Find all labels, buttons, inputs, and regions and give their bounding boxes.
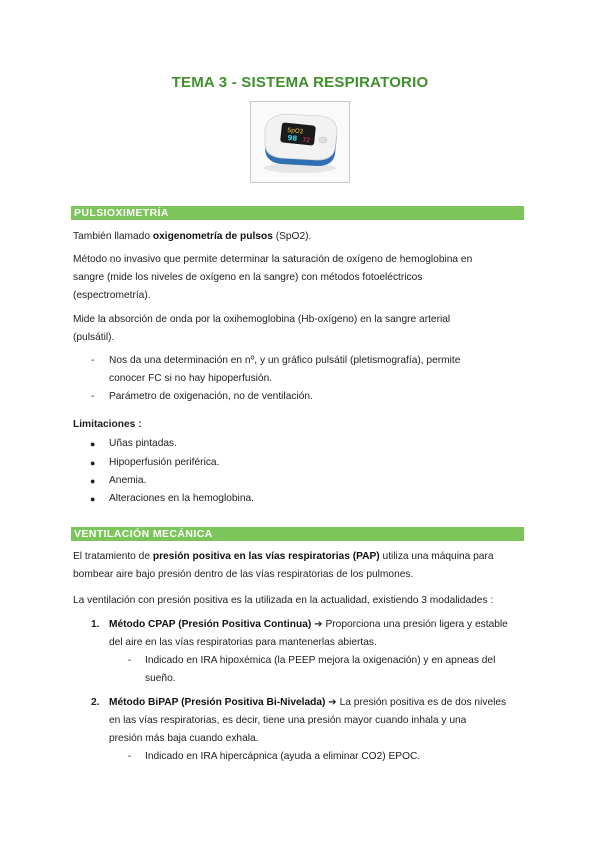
list-item: Alteraciones en la hemoglobina. <box>109 493 254 504</box>
dash-marker: - <box>128 655 132 666</box>
list-number: 2. <box>91 697 100 708</box>
bullet-dot-icon: ● <box>90 494 96 504</box>
device-screen-text: SpO2 <box>286 126 304 136</box>
dash-marker: - <box>91 391 95 402</box>
paragraph-line: bombear aire bajo presión dentro de las vías respiratorias de los pulmones. <box>73 569 414 580</box>
list-item-cont: conocer FC si no hay hipoperfusión. <box>109 373 273 384</box>
paragraph-line: sangre (mide los niveles de oxígeno en la sangre) con métodos fotoeléctricos <box>73 272 423 283</box>
list-item: Parámetro de oxigenación, no de ventilación. <box>109 391 313 402</box>
sub-list-item-cont: sueño. <box>145 673 176 684</box>
list-item: Método CPAP (Presión Positiva Continua) ➔ Proporciona una presión ligera y estable <box>109 619 508 630</box>
sub-list-item: Indicado en IRA hipercápnica (ayuda a eliminar CO2) EPOC. <box>145 751 421 762</box>
bullet-dot-icon: ● <box>90 476 96 486</box>
pulse-oximeter-icon <box>251 102 349 182</box>
dash-marker: - <box>128 751 132 762</box>
section-heading-ventilacion: VENTILACIÓN MECÁNICA <box>71 527 524 541</box>
sub-list-item: Indicado en IRA hipoxémica (la PEEP mejora la oxigenación) y en apneas del <box>145 655 496 666</box>
list-item-cont: en las vías respiratorias, es decir, tiene una presión mayor cuando inhala y una <box>109 715 467 726</box>
bullet-dot-icon: ● <box>90 439 96 449</box>
list-item: Hipoperfusión periférica. <box>109 457 220 468</box>
svg-text:98: 98 <box>287 133 298 143</box>
page-title: TEMA 3 - SISTEMA RESPIRATORIO <box>171 74 429 91</box>
paragraph-line: Mide la absorción de onda por la oxihemoglobina (Hb-oxígeno) en la sangre arterial <box>73 314 451 325</box>
list-number: 1. <box>91 619 100 630</box>
list-item-cont: del aire en las vías respiratorias para mantenerlas abiertas. <box>109 637 377 648</box>
list-item: Uñas pintadas. <box>109 438 177 449</box>
paragraph-line: (espectrometría). <box>73 290 151 301</box>
paragraph-line: (pulsátil). <box>73 332 115 343</box>
section-heading-pulsioximetria: PULSIOXIMETRÍA <box>71 206 524 220</box>
list-item: Anemia. <box>109 475 147 486</box>
list-item-cont: presión más baja cuando exhala. <box>109 733 259 744</box>
svg-text:72: 72 <box>302 136 311 145</box>
bullet-dot-icon: ● <box>90 458 96 468</box>
paragraph-line: Método no invasivo que permite determinar la saturación de oxígeno de hemoglobina en <box>73 254 473 265</box>
list-item: Nos da una determinación en nº, y un gráfico pulsátil (pletismografía), permite <box>109 355 461 366</box>
pulse-oximeter-image <box>250 101 350 183</box>
paragraph: El tratamiento de presión positiva en las vías respiratorias (PAP) utiliza una máquina para <box>73 551 494 562</box>
list-item: Método BiPAP (Presión Positiva Bi-Nivelada) ➔ La presión positiva es de dos niveles <box>109 697 507 708</box>
paragraph: También llamado oxigenometría de pulsos (SpO2). <box>73 231 312 242</box>
paragraph: La ventilación con presión positiva es la utilizada en la actualidad, existiendo 3 modalidades : <box>73 595 494 606</box>
dash-marker: - <box>91 355 95 366</box>
limitaciones-label: Limitaciones : <box>73 419 142 430</box>
